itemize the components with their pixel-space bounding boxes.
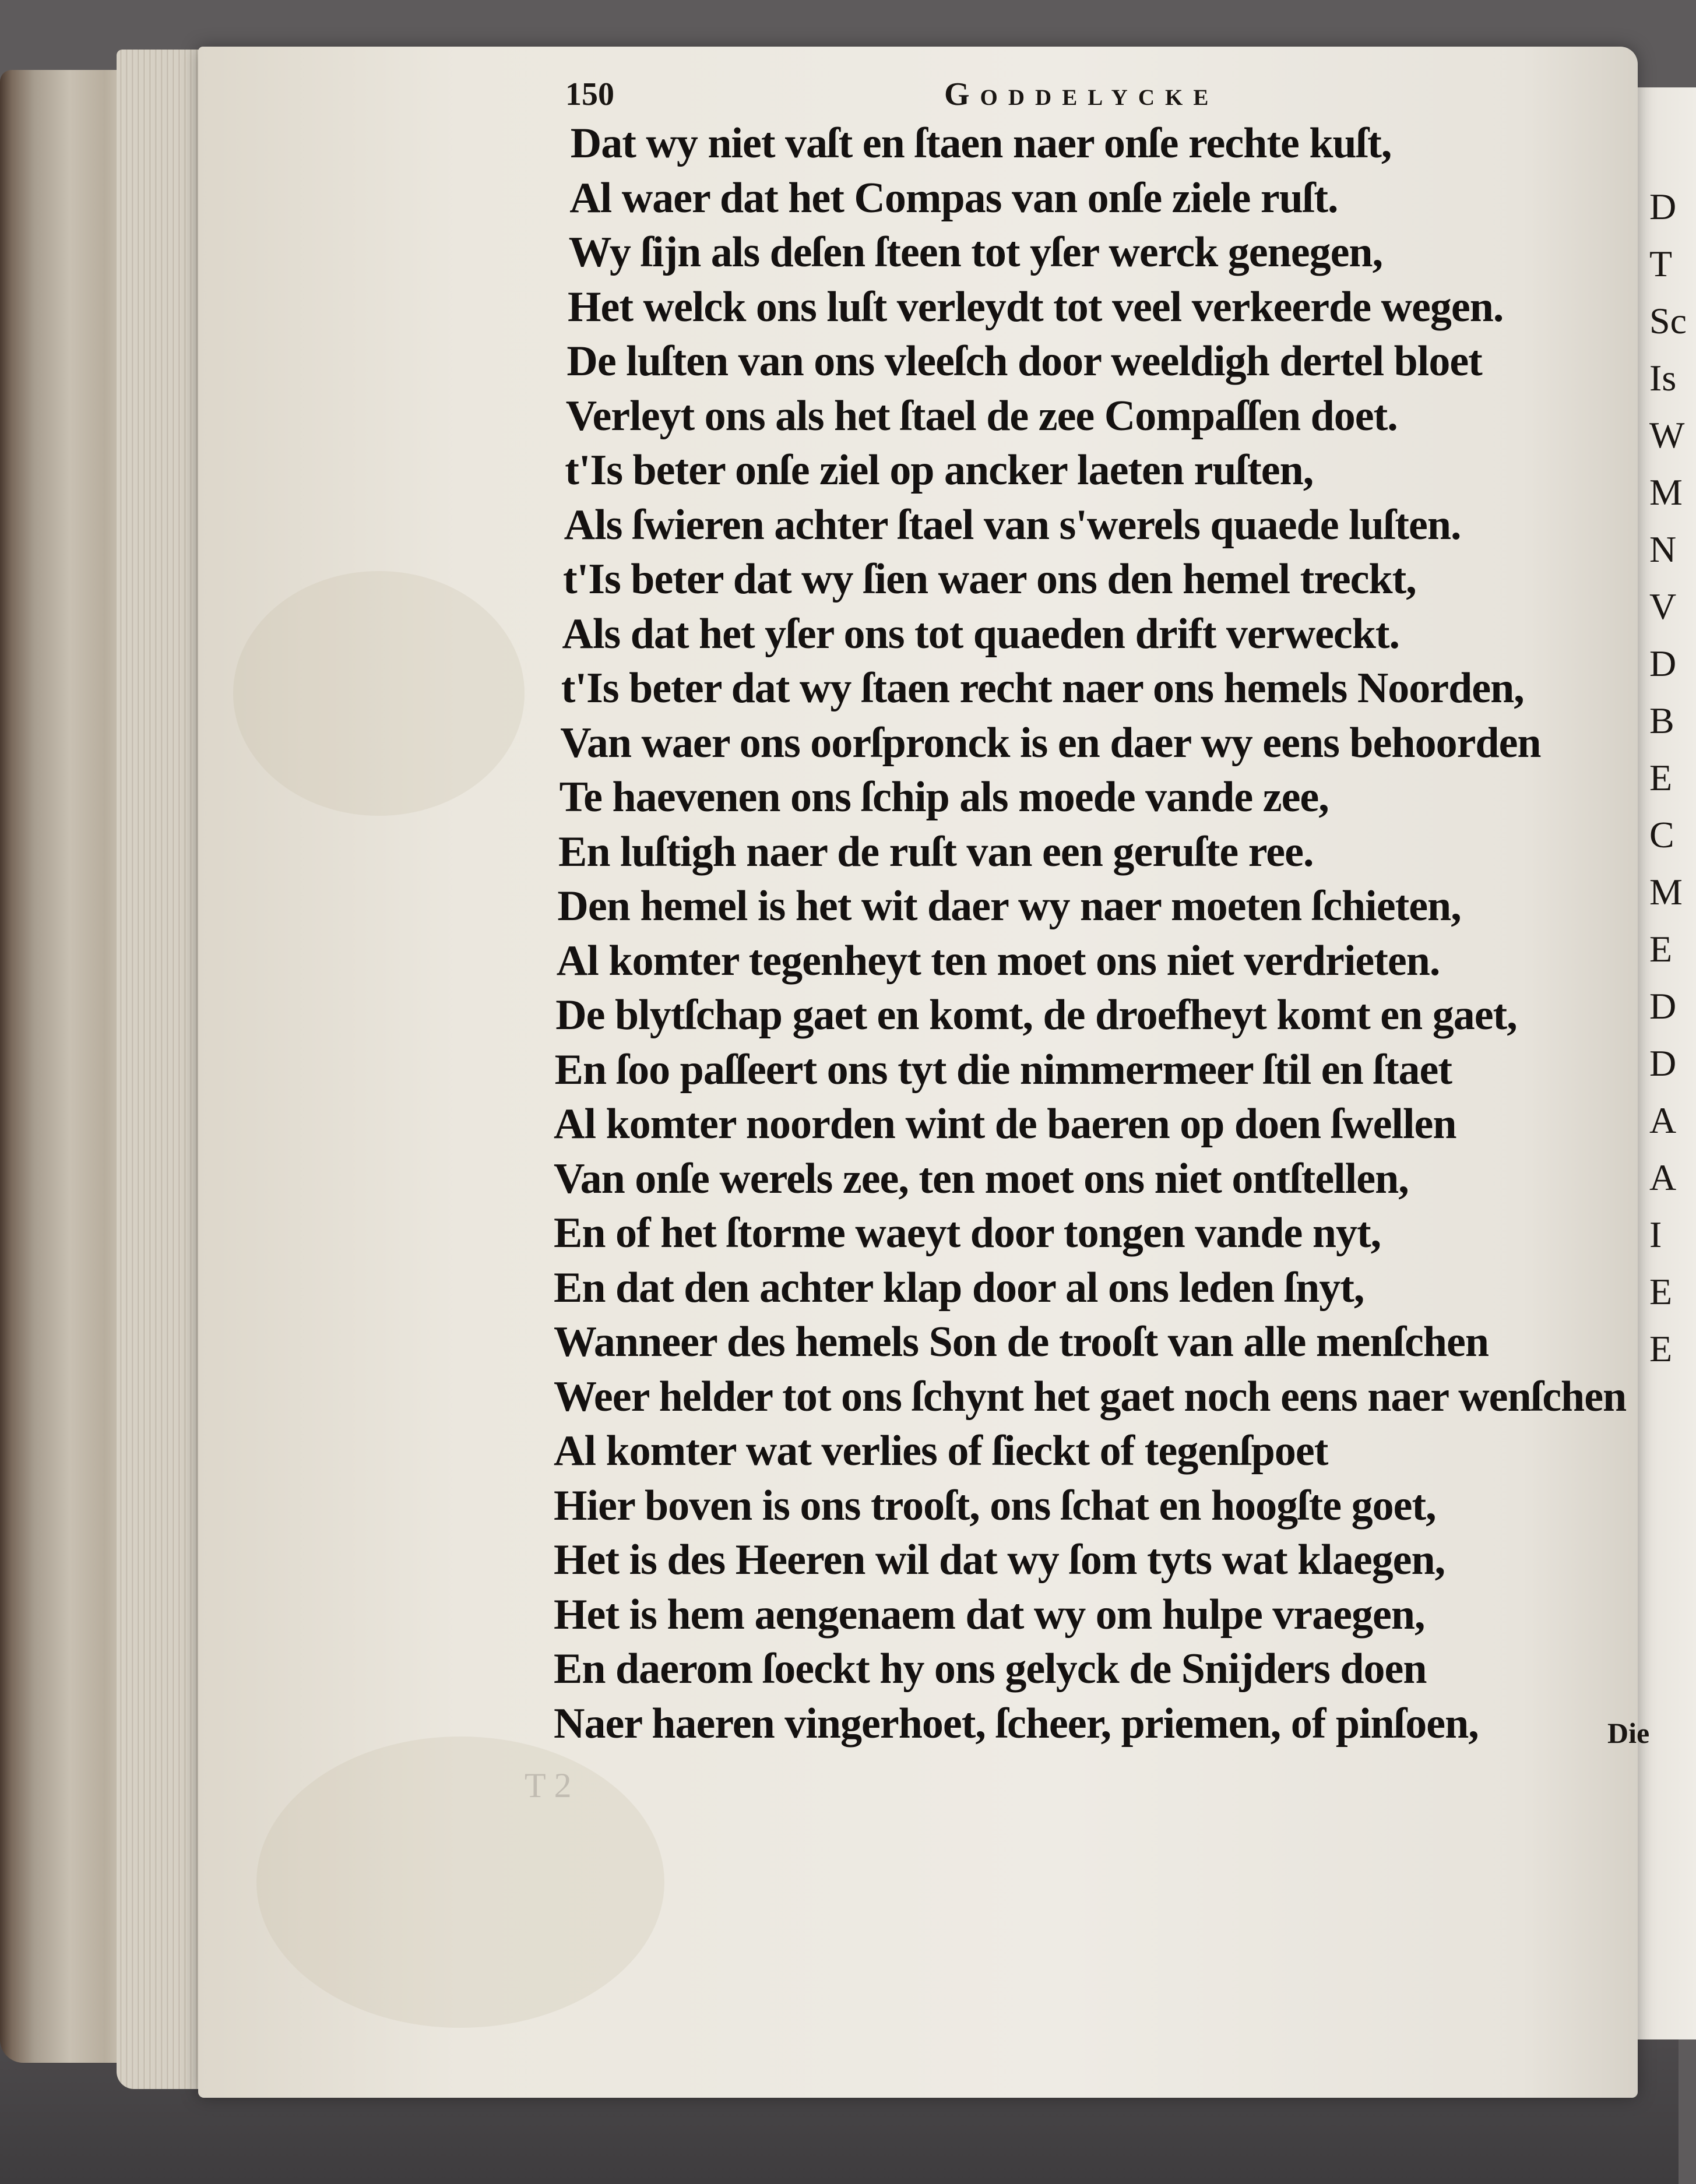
facing-page-line-initial: B <box>1649 700 1674 741</box>
poem-line: Het welck ons luſt verleydt tot veel verkeerde wegen. <box>568 283 1504 331</box>
facing-page-line-initial: A <box>1649 1157 1677 1198</box>
page-number: 150 <box>565 76 614 112</box>
facing-page-line-initial: E <box>1649 928 1673 970</box>
facing-page-line-initial: M <box>1649 471 1683 513</box>
poem-line: Al waer dat het Compas van onſe ziele ruſt. <box>569 174 1338 222</box>
facing-page-line-initial: Sc <box>1649 300 1687 341</box>
poem-line: Te haevenen ons ſchip als moede vande zee, <box>559 773 1329 821</box>
poem-line: Het is des Heeren wil dat wy ſom tyts wat klaegen, <box>554 1536 1445 1584</box>
catchword: Die <box>1607 1717 1650 1749</box>
poem-line: t'Is beter dat wy ſien waer ons den hemel treckt, <box>563 555 1416 603</box>
poem-line: Weer helder tot ons ſchynt het gaet noch eens naer wenſchen <box>554 1372 1627 1421</box>
poem-line: Van waer ons oorſpronck is en daer wy eens behoorden <box>560 718 1541 767</box>
facing-page-line-initial: E <box>1649 1271 1673 1312</box>
poem-line: De blytſchap gaet en komt, de droefheyt komt en gaet, <box>555 991 1517 1039</box>
poem-line: Als ſwieren achter ſtael van s'werels quaede luſten. <box>564 501 1461 549</box>
poem-line: Al komter tegenheyt ten moet ons niet verdrieten. <box>556 936 1440 985</box>
signature-mark: T 2 <box>525 1766 572 1805</box>
poem-line: Dat wy niet vaſt en ſtaen naer onſe rechte kuſt, <box>570 119 1392 167</box>
poem-line: De luſten van ons vleeſch door weeldigh dertel bloet <box>566 337 1482 385</box>
poem-line: En daerom ſoeckt hy ons gelyck de Snijders doen <box>554 1645 1427 1693</box>
poem-line: Al komter noorden wint de baeren op doen ſwellen <box>554 1100 1456 1148</box>
page-header <box>565 76 1323 122</box>
poem-line: Al komter wat verlies of ſieckt of tegenſpoet <box>554 1427 1328 1475</box>
facing-page-line-initial: D <box>1649 1042 1677 1084</box>
poem-line: Wy ſijn als deſen ſteen tot yſer werck genegen, <box>568 228 1383 276</box>
poem-line: Van onſe werels zee, ten moet ons niet ontſtellen, <box>554 1154 1409 1203</box>
poem-text <box>554 117 1626 1751</box>
poem-line: Het is hem aengenaem dat wy om hulpe vraegen, <box>554 1590 1425 1639</box>
facing-page-line-initial: C <box>1649 814 1674 855</box>
running-title: Goddelycke <box>944 76 1219 112</box>
facing-page-line-initial: N <box>1649 529 1677 570</box>
poem-line: En dat den achter klap door al ons leden ſnyt, <box>554 1263 1364 1312</box>
facing-page-line-initial: W <box>1649 414 1685 456</box>
facing-page-line-initial: M <box>1649 871 1683 913</box>
facing-page-line-initial: D <box>1649 186 1677 227</box>
poem-line: Hier boven is ons trooſt, ons ſchat en hoogſte goet, <box>554 1481 1436 1530</box>
facing-page-line-initial: I <box>1649 1214 1662 1255</box>
facing-page-line-initial: Is <box>1649 357 1677 399</box>
paper-stain <box>233 571 525 816</box>
poem-line: t'Is beter dat wy ſtaen recht naer ons hemels Noorden, <box>561 664 1524 712</box>
paper-stain <box>256 1736 664 2028</box>
facing-page-line-initial: A <box>1649 1100 1677 1141</box>
facing-page-line-initial: V <box>1649 586 1677 627</box>
poem-line: Den hemel is het wit daer wy naer moeten ſchieten, <box>557 882 1461 930</box>
poem-line: Als dat het yſer ons tot quaeden drift verweckt. <box>562 610 1400 658</box>
facing-page-line-initial: T <box>1649 243 1673 284</box>
poem-line: En of het ſtorme waeyt door tongen vande nyt, <box>554 1209 1381 1257</box>
poem-line: En luſtigh naer de ruſt van een geruſte ree. <box>558 827 1314 876</box>
poem-line: En ſoo paſſeert ons tyt die nimmermeer ſtil en ſtaet <box>554 1045 1452 1094</box>
poem-line: Verleyt ons als het ſtael de zee Compaſſen doet. <box>565 392 1398 440</box>
facing-page-line-initial: D <box>1649 985 1677 1027</box>
poem-line: t'Is beter onſe ziel op ancker laeten ruſten, <box>565 446 1314 494</box>
poem-line: Wanneer des hemels Son de trooſt van alle menſchen <box>554 1318 1489 1366</box>
facing-page-line-initial: E <box>1649 1328 1673 1369</box>
facing-page-line-initial: E <box>1649 757 1673 798</box>
facing-page-line-initials <box>1649 186 1687 1369</box>
facing-page-line-initial: D <box>1649 643 1677 684</box>
poem-line: Naer haeren vingerhoet, ſcheer, priemen, of pinſoen, <box>554 1699 1479 1748</box>
